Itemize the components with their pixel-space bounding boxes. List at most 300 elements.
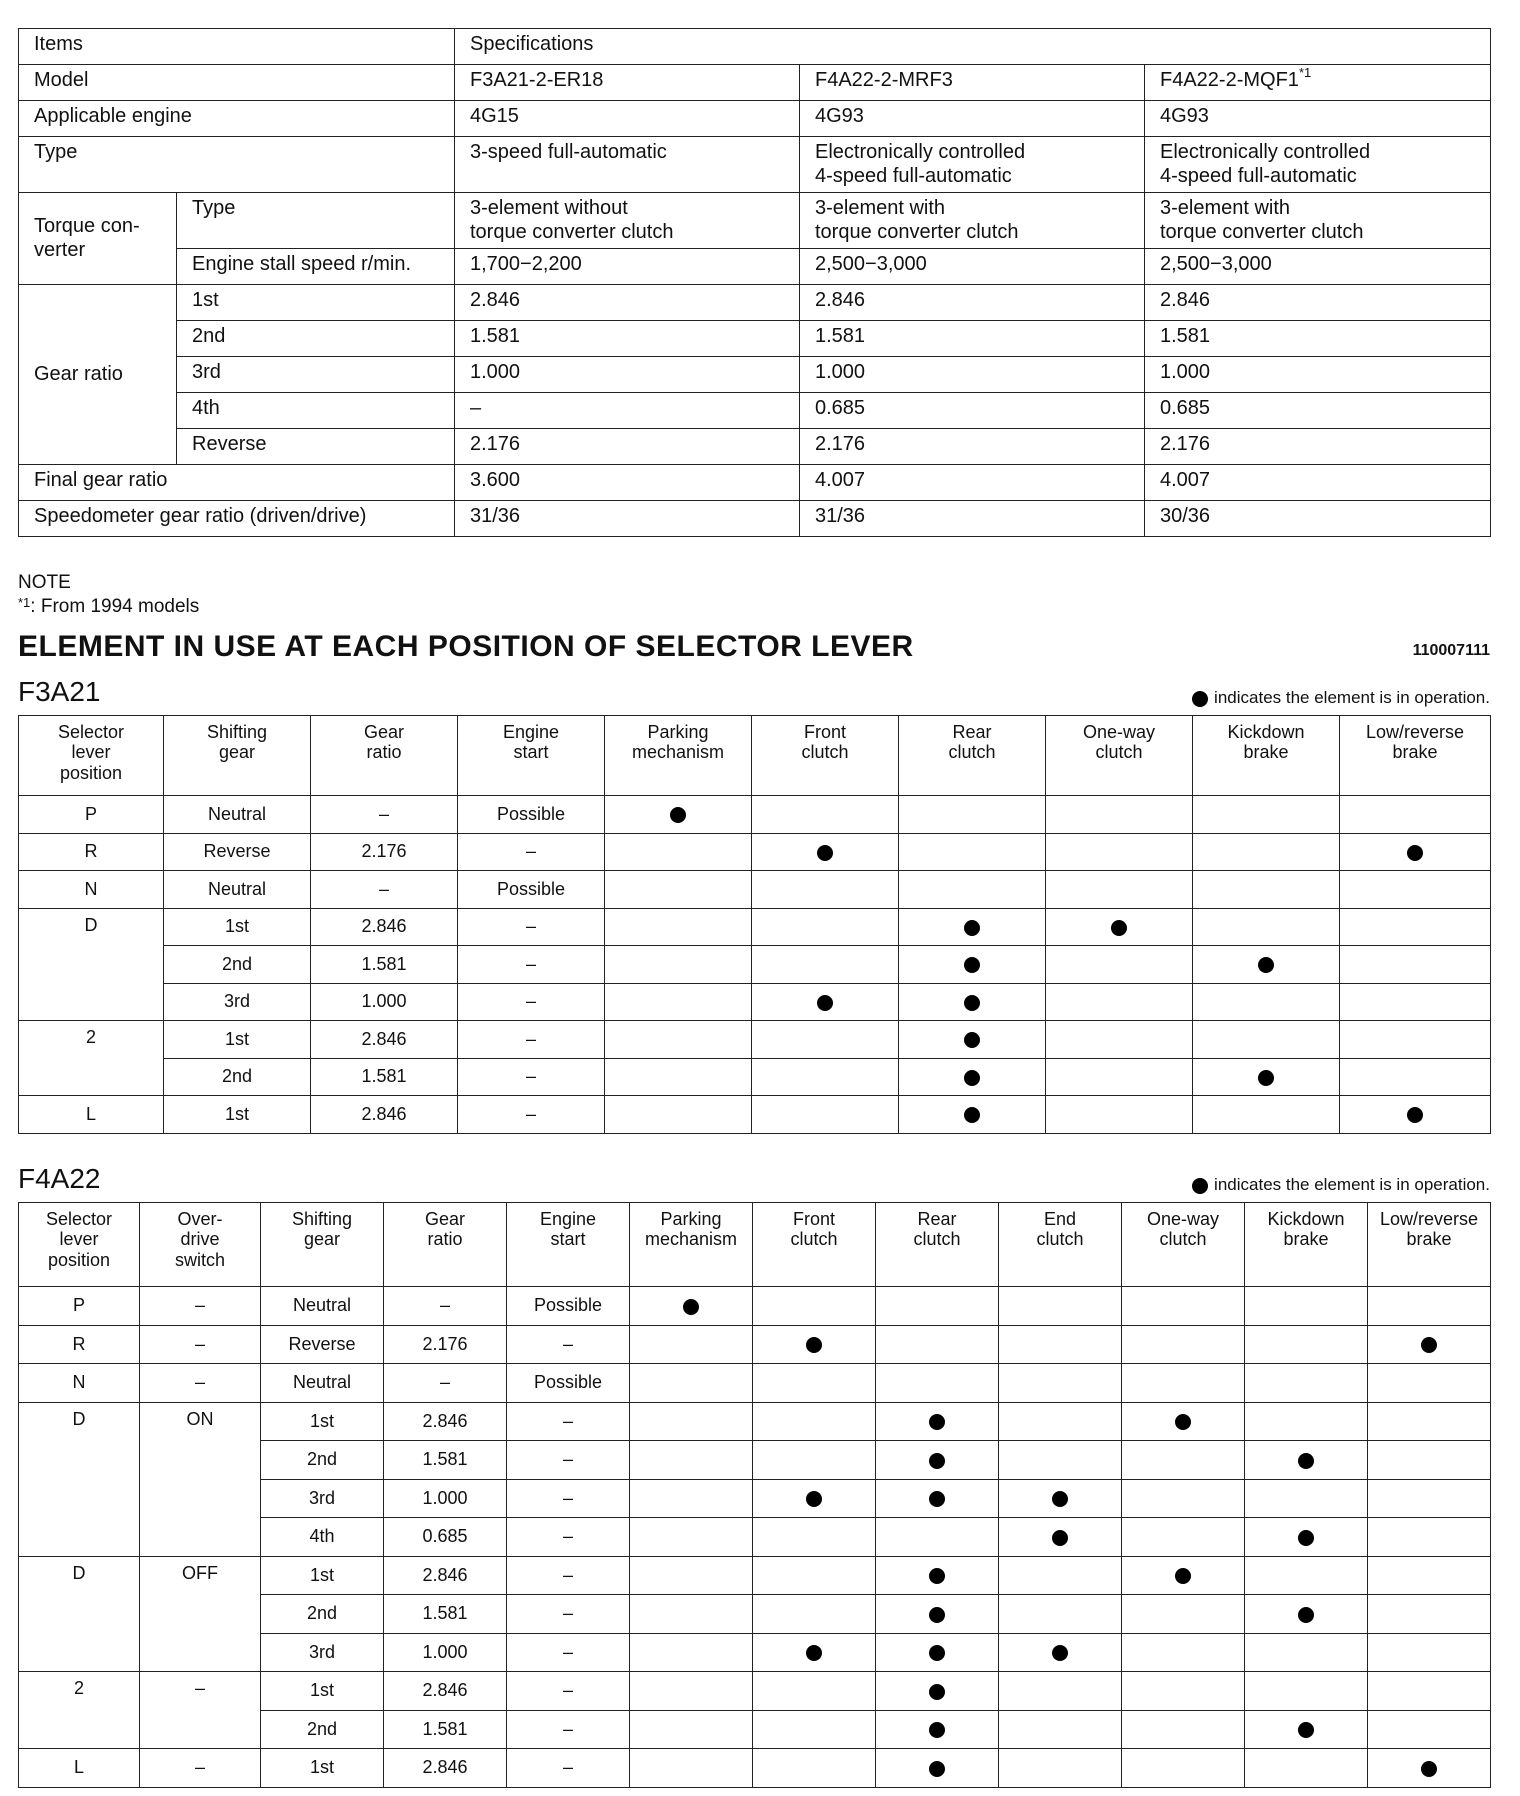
header-line: clutch xyxy=(1036,1229,1084,1250)
gear-label: Reverse xyxy=(177,429,455,465)
header-line: brake xyxy=(1406,1229,1452,1250)
one-way-clutch-cell xyxy=(1046,796,1193,834)
parking-mechanism-cell xyxy=(630,1749,753,1788)
kickdown-brake-cell xyxy=(1193,1058,1340,1096)
type-line: 4-speed full-automatic xyxy=(815,164,1012,187)
front-clutch-cell xyxy=(753,1518,876,1557)
gear-ratio: 1.000 xyxy=(384,1633,507,1672)
legend-text: indicates the element is in operation. xyxy=(1214,688,1490,707)
torque-type-line: torque converter clutch xyxy=(470,220,674,243)
front-clutch-cell xyxy=(753,1595,876,1634)
table-row xyxy=(19,1595,1491,1634)
kickdown-brake-cell xyxy=(1245,1595,1368,1634)
kickdown-brake-cell xyxy=(1245,1710,1368,1749)
selector-position: D xyxy=(19,1402,140,1441)
gear-ratio: 1.000 xyxy=(384,1479,507,1518)
element-active-dot-icon xyxy=(1298,1453,1314,1469)
header-line: gear xyxy=(218,742,256,763)
column-header xyxy=(19,1203,140,1287)
engine-cell: 4G93 xyxy=(1145,101,1491,137)
legend-text: indicates the element is in operation. xyxy=(1214,1175,1490,1194)
gear-ratio: – xyxy=(384,1287,507,1326)
header-line: clutch xyxy=(1095,742,1143,763)
selector-position: L xyxy=(19,1096,164,1134)
header-line: brake xyxy=(1392,742,1438,763)
end-clutch-cell xyxy=(999,1402,1122,1441)
header-line: Front xyxy=(803,722,846,742)
engine-label: Applicable engine xyxy=(19,101,455,137)
end-clutch-cell xyxy=(999,1287,1122,1326)
one-way-clutch-cell xyxy=(1122,1595,1245,1634)
selector-position: 2 xyxy=(19,1672,140,1711)
selector-position xyxy=(19,1633,140,1672)
selector-position: D xyxy=(19,1556,140,1595)
rear-clutch-cell xyxy=(876,1402,999,1441)
low-reverse-brake-cell xyxy=(1368,1479,1491,1518)
low-reverse-brake-cell xyxy=(1368,1518,1491,1557)
front-clutch-cell xyxy=(752,908,899,946)
engine-start: – xyxy=(507,1749,630,1788)
header-line: Selector xyxy=(57,722,125,742)
model-row xyxy=(19,65,1491,101)
header-line: switch xyxy=(174,1249,225,1270)
torque-label-line: Torque con- xyxy=(34,215,140,238)
rear-clutch-cell xyxy=(899,946,1046,984)
gear-ratio: 2.176 xyxy=(384,1325,507,1364)
table-row xyxy=(19,1058,1491,1096)
rear-clutch-cell xyxy=(899,1096,1046,1134)
low-reverse-brake-cell xyxy=(1368,1325,1491,1364)
header-line: start xyxy=(513,742,549,763)
speedometer-label: Speedometer gear ratio (driven/drive) xyxy=(19,501,455,537)
rear-clutch-cell xyxy=(876,1441,999,1480)
torque-type-line: 3-element with xyxy=(815,197,946,220)
front-clutch-cell xyxy=(753,1402,876,1441)
header-line: clutch xyxy=(1159,1229,1207,1250)
column-header xyxy=(458,716,605,796)
gear-value: 0.685 xyxy=(1145,393,1491,429)
element-active-dot-icon xyxy=(929,1491,945,1507)
table-row xyxy=(19,1364,1491,1403)
final-gear-label: Final gear ratio xyxy=(19,465,455,501)
engine-cell: 4G93 xyxy=(800,101,1145,137)
low-reverse-brake-cell xyxy=(1368,1441,1491,1480)
end-clutch-cell xyxy=(999,1749,1122,1788)
shifting-gear: 1st xyxy=(261,1672,384,1711)
header-line: lever xyxy=(71,742,111,763)
gear-ratio: 2.176 xyxy=(311,833,458,871)
selector-position: 2 xyxy=(19,1021,164,1059)
element-active-dot-icon xyxy=(929,1568,945,1584)
element-active-dot-icon xyxy=(929,1453,945,1469)
gear-value: 2.176 xyxy=(800,429,1145,465)
table-row xyxy=(19,1096,1491,1134)
shifting-gear: 1st xyxy=(164,1096,311,1134)
parking-mechanism-cell xyxy=(630,1710,753,1749)
legend xyxy=(1192,688,1490,708)
gear-value: 1.000 xyxy=(800,357,1145,393)
selector-position xyxy=(19,946,164,984)
header-line: mechanism xyxy=(631,742,725,763)
header-line: position xyxy=(59,762,123,783)
element-active-dot-icon xyxy=(1111,920,1127,936)
torque-label-line: verter xyxy=(34,238,86,261)
element-active-dot-icon xyxy=(1052,1530,1068,1546)
model-name: F4A22-2-MQF1 xyxy=(1160,69,1299,91)
front-clutch-cell xyxy=(752,1058,899,1096)
overdrive-switch xyxy=(140,1595,261,1634)
front-clutch-cell xyxy=(752,796,899,834)
torque-converter-label xyxy=(19,193,177,285)
stall-speed-label: Engine stall speed r/min. xyxy=(177,249,455,285)
shifting-gear: 1st xyxy=(261,1749,384,1788)
speedometer-cell: 31/36 xyxy=(800,501,1145,537)
parking-mechanism-cell xyxy=(630,1441,753,1480)
column-header xyxy=(1340,716,1491,796)
parking-mechanism-cell xyxy=(630,1479,753,1518)
low-reverse-brake-cell xyxy=(1368,1287,1491,1326)
engine-start: Possible xyxy=(458,796,605,834)
gear-ratio: – xyxy=(311,871,458,909)
rear-clutch-cell xyxy=(899,1021,1046,1059)
kickdown-brake-cell xyxy=(1245,1441,1368,1480)
shifting-gear: Neutral xyxy=(164,871,311,909)
stall-speed-cell: 2,500−3,000 xyxy=(1145,249,1491,285)
element-active-dot-icon xyxy=(964,1107,980,1123)
gear-ratio: 2.846 xyxy=(311,1096,458,1134)
type-cell xyxy=(1145,137,1491,193)
front-clutch-cell xyxy=(753,1633,876,1672)
legend xyxy=(1192,1175,1490,1195)
header-line: lever xyxy=(59,1229,99,1250)
f3a21-header-row xyxy=(19,716,1491,796)
gear-ratio-row xyxy=(19,285,1491,321)
dot-icon xyxy=(1192,691,1208,707)
model-cell: F4A22-2-MRF3 xyxy=(800,65,1145,101)
engine-start: – xyxy=(507,1556,630,1595)
one-way-clutch-cell xyxy=(1046,1058,1193,1096)
kickdown-brake-cell xyxy=(1193,871,1340,909)
gear-ratio: 1.581 xyxy=(311,946,458,984)
front-clutch-cell xyxy=(752,833,899,871)
rear-clutch-cell xyxy=(876,1479,999,1518)
front-clutch-cell xyxy=(753,1749,876,1788)
low-reverse-brake-cell xyxy=(1368,1556,1491,1595)
gear-ratio: 2.846 xyxy=(311,908,458,946)
shifting-gear: Neutral xyxy=(164,796,311,834)
kickdown-brake-cell xyxy=(1245,1325,1368,1364)
shifting-gear: 2nd xyxy=(164,946,311,984)
element-active-dot-icon xyxy=(929,1645,945,1661)
parking-mechanism-cell xyxy=(605,983,752,1021)
footnote-mark: *1 xyxy=(1298,65,1312,80)
gear-ratio-label: Gear ratio xyxy=(19,285,177,465)
element-active-dot-icon xyxy=(1298,1530,1314,1546)
kickdown-brake-cell xyxy=(1193,983,1340,1021)
kickdown-brake-cell xyxy=(1245,1672,1368,1711)
header-line: Low/reverse xyxy=(1379,1209,1479,1229)
parking-mechanism-cell xyxy=(605,1021,752,1059)
end-clutch-cell xyxy=(999,1479,1122,1518)
table-row xyxy=(19,1287,1491,1326)
header-line: Over- xyxy=(177,1209,223,1229)
one-way-clutch-cell xyxy=(1122,1402,1245,1441)
selector-position: P xyxy=(19,796,164,834)
column-header xyxy=(1368,1203,1491,1287)
element-active-dot-icon xyxy=(964,1070,980,1086)
table-row xyxy=(19,1556,1491,1595)
selector-position xyxy=(19,1518,140,1557)
overdrive-switch xyxy=(140,1518,261,1557)
header-line: ratio xyxy=(427,1229,463,1250)
engine-start: – xyxy=(458,908,605,946)
stall-speed-cell: 2,500−3,000 xyxy=(800,249,1145,285)
rear-clutch-cell xyxy=(876,1672,999,1711)
engine-start: Possible xyxy=(458,871,605,909)
parking-mechanism-cell xyxy=(630,1556,753,1595)
gear-ratio: – xyxy=(384,1364,507,1403)
column-header xyxy=(140,1203,261,1287)
gear-label: 3rd xyxy=(177,357,455,393)
low-reverse-brake-cell xyxy=(1368,1595,1491,1634)
engine-start: – xyxy=(507,1402,630,1441)
note-title: NOTE xyxy=(18,572,71,593)
gear-value: 2.846 xyxy=(1145,285,1491,321)
front-clutch-cell xyxy=(752,946,899,984)
kickdown-brake-cell xyxy=(1193,796,1340,834)
f4a22-title: F4A22 xyxy=(18,1163,101,1194)
low-reverse-brake-cell xyxy=(1368,1749,1491,1788)
gear-label: 1st xyxy=(177,285,455,321)
header-line: End xyxy=(1043,1209,1077,1229)
engine-start: – xyxy=(458,1096,605,1134)
gear-ratio: 1.581 xyxy=(384,1710,507,1749)
selector-position xyxy=(19,1595,140,1634)
model-cell: F3A21-2-ER18 xyxy=(455,65,800,101)
torque-type-line: torque converter clutch xyxy=(815,220,1019,243)
element-active-dot-icon xyxy=(683,1299,699,1315)
header-line: brake xyxy=(1283,1229,1329,1250)
f4a22-body xyxy=(19,1287,1491,1788)
engine-cell: 4G15 xyxy=(455,101,800,137)
header-line: Engine xyxy=(539,1209,597,1229)
column-header xyxy=(384,1203,507,1287)
element-active-dot-icon xyxy=(929,1607,945,1623)
parking-mechanism-cell xyxy=(630,1633,753,1672)
kickdown-brake-cell xyxy=(1245,1749,1368,1788)
f4a22-header-row xyxy=(19,1203,1491,1287)
one-way-clutch-cell xyxy=(1046,1021,1193,1059)
end-clutch-cell xyxy=(999,1633,1122,1672)
shifting-gear: 3rd xyxy=(261,1479,384,1518)
one-way-clutch-cell xyxy=(1046,833,1193,871)
table-row xyxy=(19,833,1491,871)
gear-value: 2.846 xyxy=(800,285,1145,321)
low-reverse-brake-cell xyxy=(1368,1633,1491,1672)
gear-ratio: 2.846 xyxy=(384,1749,507,1788)
selector-position xyxy=(19,1479,140,1518)
shifting-gear: 1st xyxy=(261,1402,384,1441)
specifications-label: Specifications xyxy=(455,29,1491,65)
table-row xyxy=(19,983,1491,1021)
table-row xyxy=(19,1021,1491,1059)
parking-mechanism-cell xyxy=(605,908,752,946)
gear-ratio-row xyxy=(19,321,1491,357)
element-active-dot-icon xyxy=(929,1722,945,1738)
element-active-dot-icon xyxy=(1407,845,1423,861)
header-line: Low/reverse xyxy=(1365,722,1465,742)
selector-position xyxy=(19,1058,164,1096)
parking-mechanism-cell xyxy=(605,833,752,871)
f4a22-table xyxy=(18,1202,1491,1788)
header-line: Rear xyxy=(952,722,992,742)
element-active-dot-icon xyxy=(964,957,980,973)
column-header xyxy=(753,1203,876,1287)
header-line: Gear xyxy=(424,1209,466,1229)
header-line: Parking xyxy=(647,722,709,742)
header-line: position xyxy=(47,1249,111,1270)
shifting-gear: 1st xyxy=(164,908,311,946)
torque-type-line: 3-element without xyxy=(470,197,628,220)
torque-type-cell xyxy=(800,193,1145,249)
engine-start: – xyxy=(458,983,605,1021)
f3a21-table xyxy=(18,715,1491,1134)
speedometer-cell: 30/36 xyxy=(1145,501,1491,537)
one-way-clutch-cell xyxy=(1122,1441,1245,1480)
kickdown-brake-cell xyxy=(1245,1402,1368,1441)
element-active-dot-icon xyxy=(1421,1337,1437,1353)
low-reverse-brake-cell xyxy=(1340,946,1491,984)
column-header xyxy=(1193,716,1340,796)
gear-value: 2.846 xyxy=(455,285,800,321)
type-row xyxy=(19,137,1491,193)
table-row xyxy=(19,871,1491,909)
selector-position: P xyxy=(19,1287,140,1326)
rear-clutch-cell xyxy=(876,1556,999,1595)
front-clutch-cell xyxy=(752,1096,899,1134)
column-header xyxy=(1245,1203,1368,1287)
selector-position xyxy=(19,983,164,1021)
one-way-clutch-cell xyxy=(1122,1633,1245,1672)
table-row xyxy=(19,908,1491,946)
gear-label: 4th xyxy=(177,393,455,429)
element-active-dot-icon xyxy=(1407,1107,1423,1123)
column-header xyxy=(630,1203,753,1287)
engine-start: – xyxy=(507,1633,630,1672)
gear-value: 2.176 xyxy=(455,429,800,465)
type-label: Type xyxy=(19,137,455,193)
front-clutch-cell xyxy=(753,1710,876,1749)
rear-clutch-cell xyxy=(899,983,1046,1021)
parking-mechanism-cell xyxy=(605,1096,752,1134)
header-line: Kickdown xyxy=(1227,722,1305,742)
footnote-mark: *1 xyxy=(18,595,31,610)
element-active-dot-icon xyxy=(1052,1491,1068,1507)
overdrive-switch xyxy=(140,1479,261,1518)
column-header xyxy=(507,1203,630,1287)
overdrive-switch: – xyxy=(140,1287,261,1326)
shifting-gear: Reverse xyxy=(261,1325,384,1364)
low-reverse-brake-cell xyxy=(1368,1364,1491,1403)
kickdown-brake-cell xyxy=(1193,908,1340,946)
end-clutch-cell xyxy=(999,1710,1122,1749)
front-clutch-cell xyxy=(752,983,899,1021)
one-way-clutch-cell xyxy=(1046,983,1193,1021)
shifting-gear: 2nd xyxy=(261,1595,384,1634)
f3a21-title: F3A21 xyxy=(18,676,101,707)
type-line: 4-speed full-automatic xyxy=(1160,164,1357,187)
rear-clutch-cell xyxy=(899,908,1046,946)
gear-value: 1.000 xyxy=(455,357,800,393)
engine-start: Possible xyxy=(507,1364,630,1403)
rear-clutch-cell xyxy=(876,1287,999,1326)
section-heading: ELEMENT IN USE AT EACH POSITION OF SELECTOR LEVER xyxy=(18,630,914,663)
header-line: ratio xyxy=(366,742,402,763)
table-row xyxy=(19,946,1491,984)
gear-value: 0.685 xyxy=(800,393,1145,429)
front-clutch-cell xyxy=(753,1479,876,1518)
shifting-gear: Neutral xyxy=(261,1287,384,1326)
element-active-dot-icon xyxy=(1175,1414,1191,1430)
element-active-dot-icon xyxy=(929,1414,945,1430)
stall-speed-row xyxy=(19,249,1491,285)
rear-clutch-cell xyxy=(899,871,1046,909)
parking-mechanism-cell xyxy=(630,1287,753,1326)
column-header xyxy=(311,716,458,796)
gear-ratio: 1.581 xyxy=(311,1058,458,1096)
element-active-dot-icon xyxy=(964,920,980,936)
column-header xyxy=(605,716,752,796)
element-active-dot-icon xyxy=(817,995,833,1011)
element-active-dot-icon xyxy=(1298,1607,1314,1623)
gear-value: 1.581 xyxy=(800,321,1145,357)
gear-value: 1.000 xyxy=(1145,357,1491,393)
header-line: Parking xyxy=(660,1209,722,1229)
overdrive-switch: OFF xyxy=(140,1556,261,1595)
torque-type-cell xyxy=(455,193,800,249)
shifting-gear: 1st xyxy=(164,1021,311,1059)
selector-position: N xyxy=(19,1364,140,1403)
element-active-dot-icon xyxy=(1298,1722,1314,1738)
shifting-gear: 1st xyxy=(261,1556,384,1595)
kickdown-brake-cell xyxy=(1245,1518,1368,1557)
column-header xyxy=(999,1203,1122,1287)
rear-clutch-cell xyxy=(876,1518,999,1557)
header-line: Front xyxy=(792,1209,835,1229)
header-line: clutch xyxy=(948,742,996,763)
gear-ratio-row xyxy=(19,429,1491,465)
header-line: start xyxy=(550,1229,586,1250)
items-label: Items xyxy=(19,29,455,65)
one-way-clutch-cell xyxy=(1046,871,1193,909)
header-line: brake xyxy=(1243,742,1289,763)
one-way-clutch-cell xyxy=(1122,1287,1245,1326)
header-line: Selector xyxy=(45,1209,113,1229)
low-reverse-brake-cell xyxy=(1340,796,1491,834)
selector-position: R xyxy=(19,1325,140,1364)
low-reverse-brake-cell xyxy=(1368,1710,1491,1749)
rear-clutch-cell xyxy=(876,1749,999,1788)
table-row xyxy=(19,1672,1491,1711)
header-line: Gear xyxy=(363,722,405,742)
engine-start: – xyxy=(458,1058,605,1096)
rear-clutch-cell xyxy=(876,1364,999,1403)
header-line: Rear xyxy=(917,1209,957,1229)
note-text xyxy=(18,596,199,618)
gear-label: 2nd xyxy=(177,321,455,357)
low-reverse-brake-cell xyxy=(1340,983,1491,1021)
one-way-clutch-cell xyxy=(1122,1325,1245,1364)
